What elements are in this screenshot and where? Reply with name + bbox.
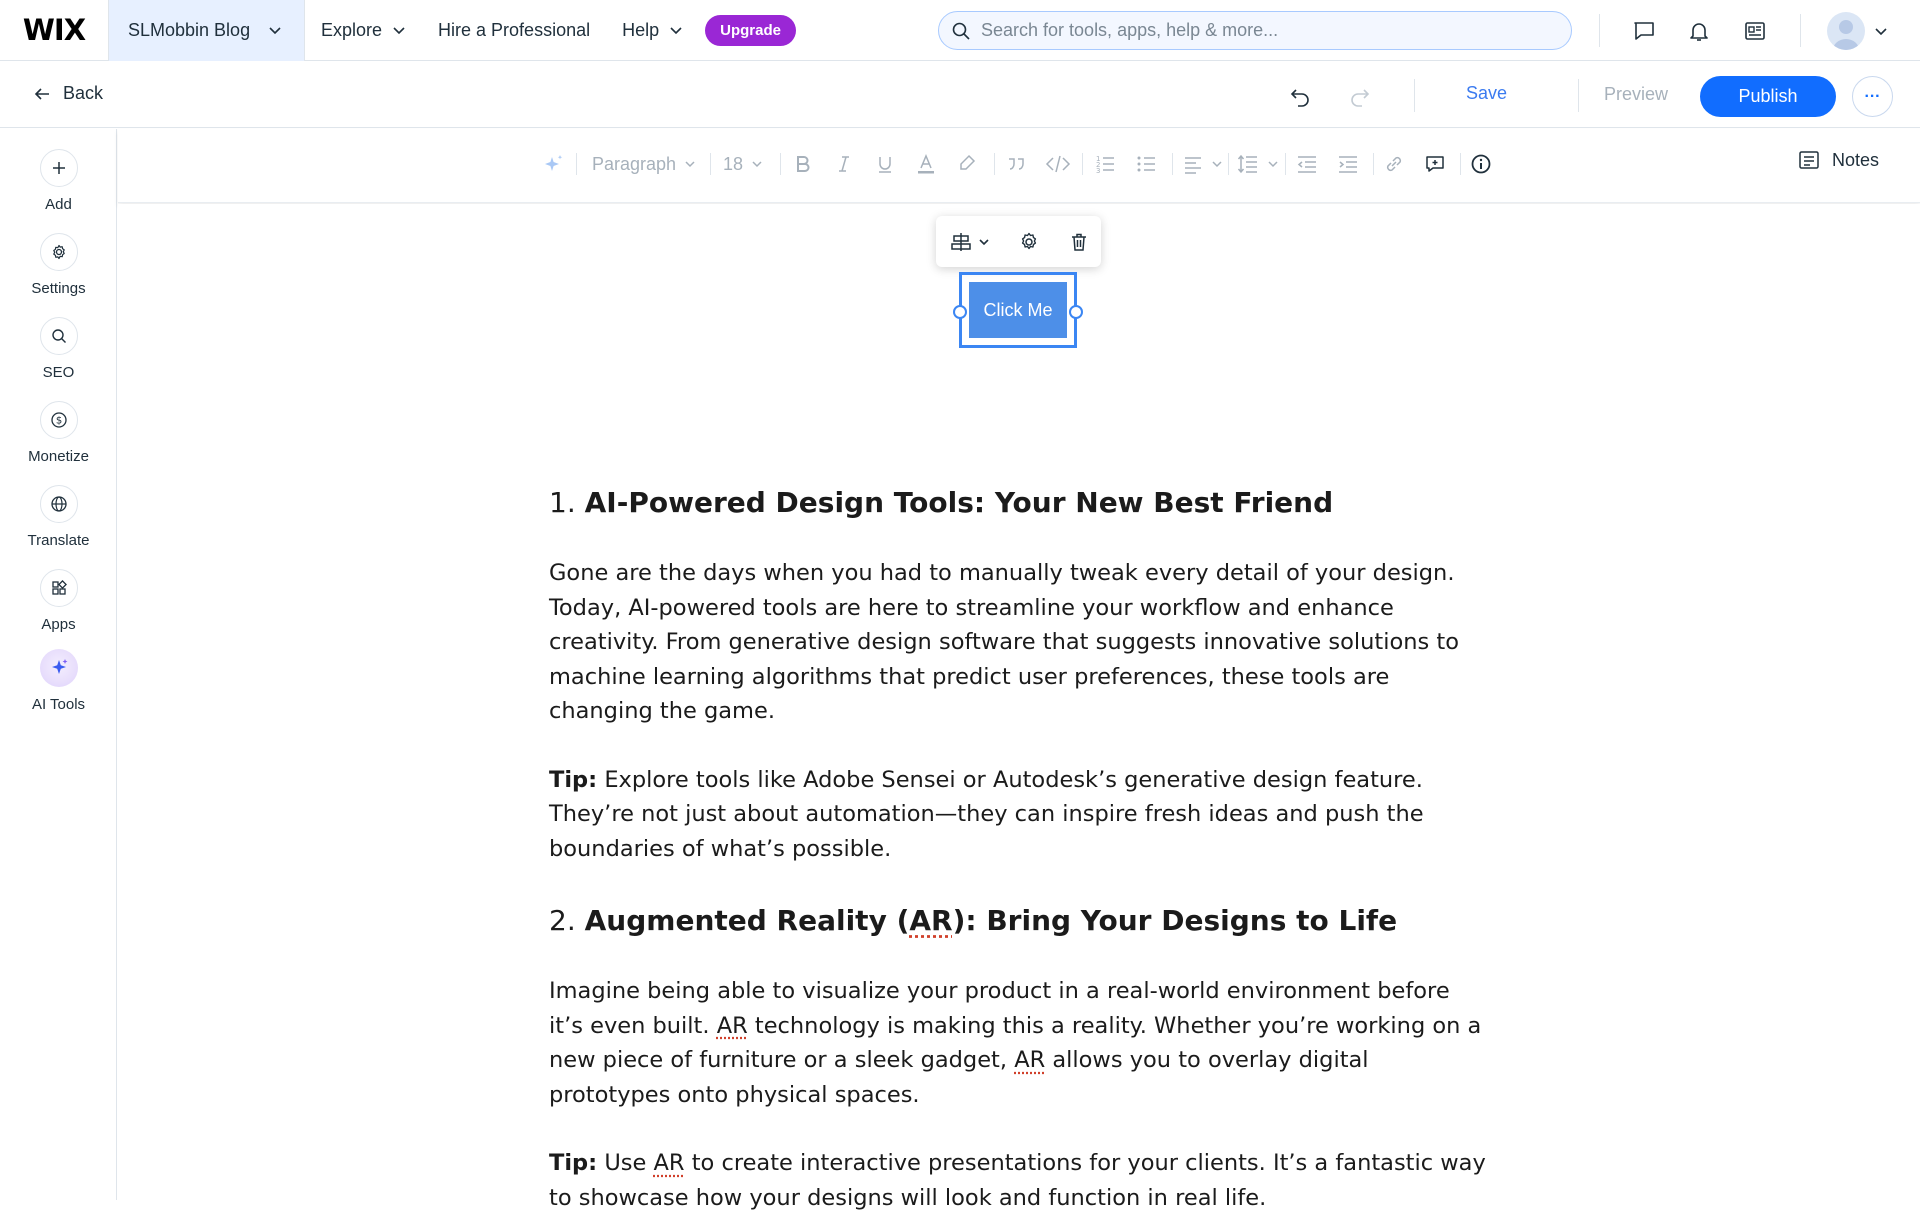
divider — [994, 153, 995, 175]
svg-text:1: 1 — [1096, 155, 1101, 163]
line-spacing-dropdown[interactable] — [1237, 149, 1279, 179]
arrow-left-icon — [33, 85, 51, 103]
italic-icon[interactable] — [833, 149, 855, 179]
divider — [1373, 153, 1374, 175]
dollar-icon — [40, 401, 78, 439]
text-run: Use — [604, 1150, 647, 1176]
heading-number: 2. — [549, 904, 576, 937]
spellcheck-word: AR — [716, 1012, 748, 1039]
publish-button[interactable]: Publish — [1700, 76, 1836, 117]
sidebar-item-label: AI Tools — [31, 696, 86, 713]
preview-button[interactable]: Preview — [1604, 84, 1669, 104]
menu-help[interactable] — [606, 0, 699, 61]
heading-title-part: Augmented Reality ( — [584, 904, 910, 937]
resize-handle-right[interactable] — [1069, 305, 1083, 319]
back-label: Back — [63, 83, 104, 103]
tip-label: Tip: — [549, 1150, 598, 1176]
bell-icon[interactable] — [1684, 16, 1714, 46]
gear-icon — [40, 233, 78, 271]
increase-indent-icon[interactable] — [1337, 149, 1359, 179]
chat-icon[interactable] — [1629, 16, 1659, 46]
sparkle-icon — [40, 649, 78, 687]
top-menu — [305, 0, 796, 61]
avatar[interactable] — [1827, 12, 1865, 50]
chevron-down-icon — [1211, 158, 1223, 170]
heading-title: AI-Powered Design Tools: Your New Best Friend — [584, 486, 1334, 519]
notes-icon — [1798, 149, 1820, 171]
text-run: to create interactive presentations for your clients. It’s a fantastic way to showcase how your designs will look and function in real life. — [549, 1150, 1486, 1211]
tip-2 — [549, 1146, 1489, 1215]
paragraph-2 — [549, 974, 1489, 1112]
redo-icon[interactable] — [1345, 82, 1375, 112]
svg-text:$: $ — [55, 415, 62, 427]
align-left-icon — [1183, 154, 1203, 174]
paragraph-style-value: Paragraph — [592, 153, 677, 174]
highlight-icon[interactable] — [956, 149, 978, 179]
chevron-down-icon — [268, 23, 282, 37]
divider — [710, 153, 711, 175]
svg-text:3: 3 — [1096, 167, 1101, 175]
info-icon[interactable] — [1470, 149, 1492, 179]
article-body[interactable] — [549, 484, 1489, 1215]
text-run: technology is making this a reality. Whether you’re working on a new piece of furniture or a sleek gadget, — [549, 1012, 1482, 1073]
notes-label: Notes — [1832, 149, 1880, 170]
sidebar-item-settings[interactable] — [0, 233, 117, 297]
divider — [780, 153, 781, 175]
tip-text: Explore tools like Adobe Sensei or Autodesk’s generative design feature. They’re not just about automation—they can inspire fresh ideas and push the boundaries of what’s possible. — [549, 766, 1424, 862]
ai-sparkle-icon[interactable] — [542, 149, 566, 179]
chevron-down-icon — [669, 23, 683, 37]
sidebar-item-add[interactable] — [0, 149, 117, 213]
save-button[interactable]: Save — [1466, 83, 1508, 103]
search-input[interactable] — [981, 20, 1541, 41]
divider — [1228, 153, 1229, 175]
menu-hire-professional[interactable] — [422, 0, 606, 61]
heading-number: 1. — [549, 486, 576, 519]
sidebar-item-label: SEO — [42, 364, 75, 381]
align-center-icon — [950, 231, 972, 253]
more-options-button[interactable]: ··· — [1852, 76, 1893, 117]
sidebar-item-translate[interactable] — [0, 485, 117, 549]
chevron-down-icon — [751, 158, 763, 170]
underline-icon[interactable] — [874, 149, 896, 179]
text-format-toolbar — [118, 129, 1920, 203]
divider — [576, 153, 577, 175]
heading-1 — [549, 484, 1489, 522]
menu-explore[interactable] — [305, 0, 422, 61]
editor-action-bar — [0, 61, 1920, 128]
search-icon — [40, 317, 78, 355]
menu-explore-label: Explore — [321, 19, 383, 40]
wix-logo[interactable]: WIX — [22, 13, 86, 47]
divider — [1800, 14, 1801, 47]
menu-help-label: Help — [622, 19, 660, 40]
trash-icon[interactable] — [1064, 227, 1094, 257]
site-selector[interactable] — [108, 0, 305, 61]
divider — [1578, 79, 1579, 112]
divider — [1460, 153, 1461, 175]
add-comment-icon[interactable] — [1424, 149, 1446, 179]
news-icon[interactable] — [1740, 16, 1770, 46]
sidebar-item-label: Monetize — [28, 448, 89, 465]
search-bar[interactable] — [938, 11, 1572, 50]
globe-icon — [40, 485, 78, 523]
selected-button-frame[interactable] — [959, 272, 1077, 348]
sidebar-item-label: Translate — [27, 532, 90, 549]
line-spacing-icon — [1237, 153, 1259, 175]
paragraph-style-dropdown[interactable] — [592, 149, 696, 179]
tip-label: Tip: — [549, 766, 598, 793]
bold-icon[interactable] — [792, 149, 814, 179]
heading-2 — [549, 902, 1489, 940]
divider — [1172, 153, 1173, 175]
undo-icon[interactable] — [1285, 82, 1315, 112]
click-me-button[interactable]: Click Me — [969, 282, 1067, 338]
plus-icon — [40, 149, 78, 187]
left-sidebar — [0, 129, 117, 1200]
sidebar-item-monetize[interactable] — [0, 401, 117, 465]
top-bar — [0, 0, 1920, 61]
chevron-down-icon — [1267, 158, 1279, 170]
divider — [1599, 14, 1600, 47]
align-element-dropdown[interactable] — [946, 227, 994, 257]
back-button[interactable] — [33, 83, 103, 104]
divider — [1414, 79, 1415, 112]
element-toolbar — [936, 216, 1101, 267]
apps-icon — [40, 569, 78, 607]
sidebar-item-label: Apps — [41, 616, 76, 633]
quote-icon[interactable] — [1005, 149, 1027, 179]
numbered-list-icon[interactable] — [1094, 149, 1116, 179]
code-icon[interactable] — [1045, 149, 1071, 179]
chevron-down-icon — [978, 236, 990, 248]
bullet-list-icon[interactable] — [1135, 149, 1157, 179]
spellcheck-word: AR — [653, 1150, 685, 1176]
sidebar-item-ai-tools[interactable] — [0, 649, 117, 713]
align-dropdown[interactable] — [1183, 149, 1223, 179]
notes-button[interactable] — [1798, 149, 1879, 171]
divider — [1285, 153, 1286, 175]
paragraph-1: Gone are the days when you had to manually tweak every detail of your design. Today, AI-powered tools are here to streamline your workflow and enhance creativity. From generative design software that suggests innovative solutions to machine learning algorithms that predict user preferences, these tools are changing the game. — [549, 560, 1459, 724]
heading-title-part: ): Bring Your Designs to Life — [952, 904, 1398, 937]
sidebar-item-label: Settings — [31, 280, 86, 297]
sidebar-item-apps[interactable] — [0, 569, 117, 633]
divider — [1082, 153, 1083, 175]
tip-1 — [549, 763, 1489, 867]
editor-canvas[interactable] — [118, 204, 1920, 1211]
font-size-value: 18 — [723, 153, 744, 174]
text-run: Imagine being able to visualize your product in a real-world environment before it’s even built. — [549, 978, 1450, 1039]
sidebar-item-seo[interactable] — [0, 317, 117, 381]
upgrade-button[interactable]: Upgrade — [705, 15, 796, 46]
chevron-down-icon — [392, 23, 406, 37]
spellcheck-word: AR — [909, 904, 953, 937]
decrease-indent-icon[interactable] — [1296, 149, 1318, 179]
resize-handle-left[interactable] — [953, 305, 967, 319]
font-size-dropdown[interactable] — [723, 149, 763, 179]
gear-icon[interactable] — [1014, 227, 1044, 257]
search-icon — [951, 21, 971, 41]
site-name: SLMobbin Blog — [128, 19, 251, 40]
text-color-icon[interactable] — [915, 149, 937, 179]
text-run: allows you to overlay digital prototypes onto physical spaces. — [549, 1047, 1369, 1108]
spellcheck-word: AR — [1014, 1047, 1046, 1073]
sidebar-item-label: Add — [45, 196, 72, 213]
svg-text:2: 2 — [1096, 161, 1101, 169]
menu-hire-label: Hire a Professional — [438, 19, 591, 40]
chevron-down-icon[interactable] — [1866, 16, 1896, 46]
link-icon[interactable] — [1383, 149, 1405, 179]
chevron-down-icon — [684, 158, 696, 170]
